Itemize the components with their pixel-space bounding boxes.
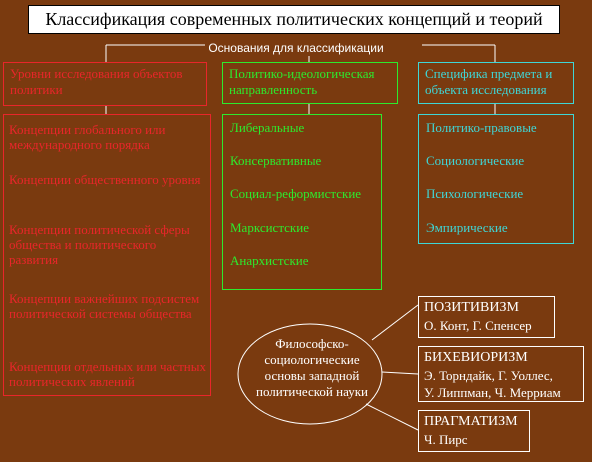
school-name: БИХЕВИОРИЗМ <box>424 350 528 365</box>
left-header-text: Уровни исследования объектов политики <box>10 66 183 97</box>
left-header <box>3 62 207 106</box>
link-behaviorism <box>382 372 418 374</box>
right-item: Социологические <box>426 153 525 168</box>
page-title: Классификация современных политических концепций и теорий <box>28 5 560 34</box>
school-pragmatism <box>418 410 530 452</box>
school-authors: Э. Торндайк, Г. Уоллес, <box>424 368 553 383</box>
left-item: Концепции политической сферы общества и политического развития <box>9 222 190 267</box>
left-items-box <box>3 114 211 396</box>
philosophy-center-text: Философско-социологические основы западной политической науки <box>256 336 368 399</box>
middle-header <box>222 62 398 104</box>
school-name: ПОЗИТИВИЗМ <box>424 300 519 315</box>
left-item: Концепции важнейших подсистем политической системы общества <box>9 291 200 321</box>
middle-header-text: Политико-идеологическая направленность <box>229 66 375 97</box>
link-pragmatism <box>366 404 418 430</box>
right-items-box <box>418 114 574 244</box>
middle-items-box <box>222 114 382 290</box>
left-item: Концепции глобального или международного порядка <box>9 122 166 152</box>
middle-item: Либеральные <box>230 120 305 135</box>
right-item: Политико-правовые <box>426 120 537 135</box>
link-positivism <box>372 305 418 340</box>
right-item: Психологические <box>426 186 524 201</box>
school-behaviorism <box>418 346 584 402</box>
school-authors: О. Конт, Г. Спенсер <box>424 318 532 333</box>
middle-item: Анархистские <box>230 253 309 268</box>
school-name: ПРАГМАТИЗМ <box>424 414 518 429</box>
basis-label: Основания для классификации <box>208 41 384 55</box>
left-item: Концепции отдельных или частных политических явлений <box>9 359 206 389</box>
left-item: Концепции общественного уровня <box>9 172 201 187</box>
school-positivism <box>418 296 555 338</box>
middle-item: Социал-реформистские <box>230 186 362 201</box>
right-header <box>418 62 574 104</box>
middle-item: Консервативные <box>230 153 322 168</box>
school-authors: У. Липпман, Ч. Мерриам <box>424 385 561 400</box>
school-authors: Ч. Пирс <box>424 432 468 447</box>
right-item: Эмпирические <box>426 220 508 235</box>
right-header-text: Специфика предмета и объекта исследования <box>425 66 553 97</box>
middle-item: Марксистские <box>230 220 309 235</box>
